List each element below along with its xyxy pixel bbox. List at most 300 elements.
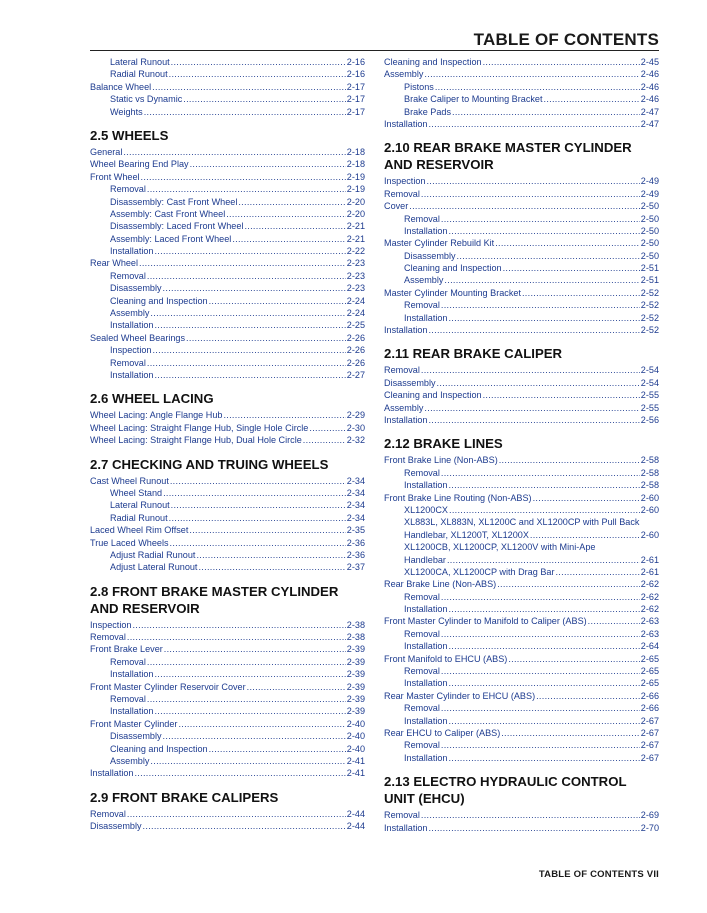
toc-page-number: 2-21	[346, 233, 365, 244]
toc-left-column	[90, 56, 365, 833]
toc-entry[interactable]	[90, 422, 365, 434]
toc-entry-title: Installation	[384, 822, 428, 833]
toc-subentry[interactable]	[384, 479, 659, 491]
dot-leader	[536, 690, 640, 702]
toc-page-number: 2-58	[640, 467, 659, 478]
toc-page-number: 2-67	[640, 727, 659, 738]
dot-leader	[303, 434, 346, 446]
toc-subentry[interactable]	[90, 549, 365, 561]
dot-leader	[190, 158, 346, 170]
toc-entry-title: Rear EHCU to Caliper (ABS)	[384, 727, 501, 738]
dot-leader	[530, 529, 640, 541]
page-title: TABLE OF CONTENTS	[473, 30, 659, 49]
dot-leader	[441, 467, 640, 479]
toc-entry[interactable]	[90, 524, 365, 536]
toc-entry-title: Assembly: Laced Front Wheel	[110, 233, 232, 244]
toc-subentry[interactable]	[90, 68, 365, 80]
dot-leader	[495, 237, 640, 249]
toc-entry[interactable]	[90, 820, 365, 832]
toc-page-number: 2-34	[346, 500, 365, 511]
toc-entry[interactable]	[90, 631, 365, 643]
dot-leader	[144, 106, 346, 118]
toc-entry-title: Removal	[110, 694, 146, 705]
dot-leader	[448, 752, 639, 764]
toc-page-number: 2-39	[346, 694, 365, 705]
toc-subentry[interactable]	[384, 739, 659, 751]
toc-page-number: 2-18	[346, 159, 365, 170]
dot-leader	[150, 307, 345, 319]
dot-leader	[183, 93, 346, 105]
toc-entry[interactable]	[384, 653, 659, 665]
toc-entry-title: Cleaning and Inspection	[110, 743, 208, 754]
toc-subentry[interactable]	[384, 603, 659, 615]
dot-leader	[309, 422, 345, 434]
dot-leader	[164, 643, 346, 655]
dot-leader	[154, 668, 345, 680]
toc-page-number: 2-39	[346, 644, 365, 655]
dot-leader	[163, 730, 346, 742]
toc-entry-title: General	[90, 146, 123, 157]
toc-entry[interactable]	[90, 808, 365, 820]
toc-entry-title: Removal	[384, 810, 420, 821]
toc-page-number: 2-61	[640, 566, 659, 577]
dot-leader	[555, 566, 639, 578]
toc-entry-title: Rear Brake Line (Non-ABS)	[384, 579, 497, 590]
toc-page-number: 2-46	[640, 94, 659, 105]
toc-entry-title: Wheel Lacing: Angle Flange Hub	[90, 410, 223, 421]
toc-subentry[interactable]	[90, 730, 365, 742]
toc-subentry[interactable]	[384, 467, 659, 479]
toc-subentry[interactable]	[384, 93, 659, 105]
toc-entry-title: Disassembly	[90, 821, 142, 832]
dot-leader	[447, 554, 640, 566]
toc-entry-title: Installation	[404, 480, 448, 491]
toc-page-number: 2-65	[640, 653, 659, 664]
toc-page-number: 2-49	[640, 176, 659, 187]
toc-entry-title: Removal	[90, 632, 126, 643]
dot-leader	[154, 245, 345, 257]
toc-entry-title: Cleaning and Inspection	[110, 295, 208, 306]
dot-leader	[198, 561, 345, 573]
toc-entry[interactable]	[90, 409, 365, 421]
toc-entry-title: XL1200CB, XL1200CP, XL1200V with Mini-Ape	[404, 542, 596, 553]
toc-subentry[interactable]	[384, 299, 659, 311]
toc-entry-title: Disassembly	[404, 250, 456, 261]
toc-page-number: 2-69	[640, 810, 659, 821]
toc-entry-title: Rear Wheel	[90, 258, 139, 269]
toc-page-number: 2-50	[640, 238, 659, 249]
toc-entry-title: Wheel Bearing End Play	[90, 159, 189, 170]
dot-leader	[428, 118, 639, 130]
toc-subentry[interactable]	[90, 369, 365, 381]
toc-subentry[interactable]	[384, 504, 659, 516]
dot-leader	[448, 312, 639, 324]
toc-page-number: 2-23	[346, 283, 365, 294]
toc-entry-title: Master Cylinder Mounting Bracket	[384, 287, 521, 298]
toc-entry-title: Cast Wheel Runout	[90, 475, 169, 486]
toc-subentry[interactable]	[384, 628, 659, 640]
toc-entry[interactable]	[90, 475, 365, 487]
toc-subentry[interactable]	[90, 196, 365, 208]
toc-page-number: 2-25	[346, 320, 365, 331]
toc-entry-title: Removal	[110, 270, 146, 281]
toc-subentry[interactable]	[384, 715, 659, 727]
toc-page-number: 2-58	[640, 480, 659, 491]
toc-entry-title: Cleaning and Inspection	[384, 57, 482, 67]
toc-page-number: 2-19	[346, 171, 365, 182]
toc-entry[interactable]	[90, 434, 365, 446]
toc-entry-title: Installation	[404, 604, 448, 615]
toc-subentry[interactable]	[90, 233, 365, 245]
dot-leader	[448, 225, 639, 237]
toc-entry[interactable]	[384, 809, 659, 821]
toc-page-number: 2-39	[346, 669, 365, 680]
dot-leader	[163, 282, 346, 294]
toc-right-column	[384, 56, 659, 834]
toc-entry-title: Installation	[110, 246, 154, 257]
toc-entry[interactable]	[384, 578, 659, 590]
toc-entry[interactable]	[90, 146, 365, 158]
toc-page-number: 2-65	[640, 666, 659, 677]
toc-entry-title: Front Master Cylinder	[90, 718, 178, 729]
toc-entry[interactable]	[90, 171, 365, 183]
toc-page-number: 2-64	[640, 641, 659, 652]
toc-page-number: 2-44	[346, 821, 365, 832]
toc-entry-title: Front Brake Lever	[90, 644, 163, 655]
toc-subentry[interactable]	[90, 295, 365, 307]
toc-page-number: 2-63	[640, 616, 659, 627]
section-heading: 2.5 WHEELS	[90, 127, 169, 143]
toc-page-number: 2-56	[640, 414, 659, 425]
toc-entry[interactable]	[90, 718, 365, 730]
toc-page-number: 2-34	[346, 475, 365, 486]
toc-entry-title: Front Master Cylinder Reservoir Cover	[90, 681, 246, 692]
toc-entry-title: Disassembly	[384, 377, 436, 388]
toc-subentry[interactable]	[384, 677, 659, 689]
toc-entry[interactable]	[384, 237, 659, 249]
toc-subentry[interactable]	[90, 561, 365, 573]
toc-subentry[interactable]	[90, 245, 365, 257]
toc-subentry[interactable]	[384, 312, 659, 324]
toc-entry-title: XL1200CA, XL1200CP with Drag Bar	[404, 566, 555, 577]
toc-entry[interactable]	[384, 324, 659, 336]
toc-entry[interactable]	[384, 175, 659, 187]
dot-leader	[501, 727, 640, 739]
toc-entry[interactable]	[90, 537, 365, 549]
dot-leader	[441, 628, 640, 640]
toc-subentry[interactable]	[90, 357, 365, 369]
toc-entry-title: Installation	[404, 225, 448, 236]
dot-leader	[178, 718, 345, 730]
section-heading: 2.12 BRAKE LINES	[384, 436, 503, 452]
dot-leader	[449, 504, 640, 516]
toc-page-number: 2-51	[640, 263, 659, 274]
toc-page-number: 2-52	[640, 300, 659, 311]
toc-entry-title: True Laced Wheels	[90, 537, 169, 548]
toc-page-number: 2-41	[346, 768, 365, 779]
toc-subentry[interactable]	[384, 213, 659, 225]
toc-page-number: 2-32	[346, 435, 365, 446]
toc-subentry[interactable]	[384, 702, 659, 714]
toc-entry-title: Assembly: Cast Front Wheel	[110, 208, 226, 219]
toc-entry-title: Handlebar, XL1200T, XL1200X	[404, 529, 529, 540]
toc-entry[interactable]	[90, 619, 365, 631]
toc-entry-title: Wheel Stand	[110, 487, 163, 498]
dot-leader	[441, 591, 640, 603]
dot-leader	[163, 487, 346, 499]
toc-entry[interactable]	[384, 377, 659, 389]
toc-entry-title: Removal	[404, 703, 440, 714]
dot-leader	[154, 705, 345, 717]
toc-entry[interactable]	[90, 643, 365, 655]
toc-subentry[interactable]	[90, 270, 365, 282]
toc-entry[interactable]	[384, 492, 659, 504]
toc-subentry[interactable]	[90, 487, 365, 499]
toc-entry-title: XL883L, XL883N, XL1200C and XL1200CP with Pull Back	[404, 517, 640, 528]
toc-page-number: 2-55	[640, 390, 659, 401]
toc-entry-title: Installation	[404, 715, 448, 726]
toc-entry[interactable]	[90, 332, 365, 344]
toc-subentry[interactable]	[90, 282, 365, 294]
dot-leader	[424, 402, 639, 414]
toc-page-number: 2-54	[640, 365, 659, 376]
dot-leader	[428, 414, 639, 426]
toc-page-number: 2-62	[640, 604, 659, 615]
toc-page-number: 2-34	[346, 512, 365, 523]
toc-subentry[interactable]	[90, 705, 365, 717]
toc-subentry[interactable]	[384, 225, 659, 237]
toc-entry-title: Front Wheel	[90, 171, 140, 182]
toc-subentry[interactable]	[384, 262, 659, 274]
toc-page-number: 2-66	[640, 690, 659, 701]
toc-entry[interactable]	[384, 389, 659, 401]
dot-leader	[147, 656, 346, 668]
toc-page-number: 2-22	[346, 246, 365, 257]
dot-leader	[522, 287, 640, 299]
toc-subentry[interactable]	[90, 512, 365, 524]
toc-entry[interactable]	[384, 56, 659, 68]
toc-page-number: 2-60	[640, 492, 659, 503]
toc-entry-title: Disassembly	[110, 731, 162, 742]
toc-entry[interactable]	[384, 118, 659, 130]
toc-subentry[interactable]	[384, 81, 659, 93]
dot-leader	[409, 200, 640, 212]
toc-page-number: 2-44	[346, 808, 365, 819]
toc-page-number: 2-38	[346, 632, 365, 643]
toc-subentry[interactable]	[384, 566, 659, 578]
toc-entry[interactable]	[384, 200, 659, 212]
toc-page-number: 2-27	[346, 369, 365, 380]
toc-page-number: 2-47	[640, 106, 659, 117]
toc-page-number: 2-70	[640, 822, 659, 833]
toc-entry[interactable]	[384, 402, 659, 414]
toc-page-number: 2-18	[346, 146, 365, 157]
toc-page-number: 2-50	[640, 213, 659, 224]
dot-leader	[223, 409, 345, 421]
dot-leader	[457, 250, 640, 262]
toc-page-number: 2-63	[640, 628, 659, 639]
toc-subentry[interactable]	[90, 106, 365, 118]
toc-subentry[interactable]	[90, 755, 365, 767]
toc-subentry[interactable]	[384, 106, 659, 118]
toc-subentry[interactable]	[90, 668, 365, 680]
toc-entry[interactable]	[90, 81, 365, 93]
toc-subentry[interactable]	[384, 591, 659, 603]
dot-leader	[448, 479, 639, 491]
toc-subentry[interactable]	[90, 693, 365, 705]
toc-page-number: 2-41	[346, 755, 365, 766]
toc-entry-title: Cleaning and Inspection	[384, 390, 482, 401]
section-heading: 2.13 ELECTRO HYDRAULIC CONTROL UNIT (EHCU)	[384, 774, 627, 807]
toc-subentry[interactable]	[90, 220, 365, 232]
toc-page-number: 2-16	[346, 57, 365, 67]
toc-page-number: 2-21	[346, 221, 365, 232]
toc-page-number: 2-67	[640, 740, 659, 751]
dot-leader	[147, 357, 346, 369]
toc-page-number: 2-52	[640, 325, 659, 336]
dot-leader	[141, 171, 346, 183]
toc-entry[interactable]	[384, 615, 659, 627]
toc-entry-title: Assembly	[110, 308, 150, 319]
toc-page-number: 2-20	[346, 208, 365, 219]
toc-subentry[interactable]	[90, 183, 365, 195]
toc-entry-title: Removal	[90, 808, 126, 819]
toc-entry[interactable]	[384, 68, 659, 80]
toc-page-number: 2-52	[640, 287, 659, 298]
toc-entry-title: Radial Runout	[110, 512, 168, 523]
dot-leader	[533, 492, 640, 504]
toc-entry[interactable]	[384, 454, 659, 466]
toc-page-number: 2-37	[346, 562, 365, 573]
toc-entry-title: Lateral Runout	[110, 500, 170, 511]
toc-subentry[interactable]	[384, 640, 659, 652]
toc-entry-title: Pistons	[404, 81, 434, 92]
toc-entry[interactable]	[384, 690, 659, 702]
toc-entry-title: Front Brake Line (Non-ABS)	[384, 455, 498, 466]
toc-entry-title: Inspection	[110, 345, 152, 356]
toc-page-number: 2-26	[346, 345, 365, 356]
toc-subentry[interactable]	[90, 307, 365, 319]
toc-entry-title: Assembly	[384, 402, 424, 413]
toc-entry-title: Installation	[404, 752, 448, 763]
toc-page-number: 2-62	[640, 579, 659, 590]
toc-page-number: 2-65	[640, 678, 659, 689]
toc-subentry[interactable]	[384, 250, 659, 262]
dot-leader	[244, 220, 345, 232]
toc-page-number: 2-49	[640, 188, 659, 199]
toc-entry-title: Weights	[110, 106, 143, 117]
toc-entry-title: Removal	[404, 591, 440, 602]
toc-subentry[interactable]	[384, 554, 659, 566]
toc-page-number: 2-36	[346, 537, 365, 548]
toc-subentry[interactable]	[90, 743, 365, 755]
toc-entry-title: Front Manifold to EHCU (ABS)	[384, 653, 508, 664]
dot-leader	[588, 615, 640, 627]
dot-leader	[452, 106, 640, 118]
toc-entry-title: Master Cylinder Rebuild Kit	[384, 238, 495, 249]
toc-subentry[interactable]	[90, 499, 365, 511]
toc-entry[interactable]	[384, 727, 659, 739]
toc-page-number: 2-35	[346, 525, 365, 536]
toc-entry[interactable]	[90, 257, 365, 269]
dot-leader	[448, 603, 639, 615]
toc-entry-title: Removal	[110, 656, 146, 667]
dot-leader	[483, 389, 640, 401]
toc-page-number: 2-61	[640, 554, 659, 565]
toc-subentry[interactable]	[384, 516, 659, 528]
toc-entry[interactable]	[90, 158, 365, 170]
toc-entry-title: Installation	[404, 312, 448, 323]
toc-page-number: 2-16	[346, 69, 365, 80]
toc-entry-title: Assembly	[384, 69, 424, 80]
section-heading: 2.6 WHEEL LACING	[90, 391, 214, 407]
toc-page-number: 2-26	[346, 332, 365, 343]
toc-subentry[interactable]	[90, 344, 365, 356]
toc-page-number: 2-36	[346, 549, 365, 560]
toc-page-number: 2-24	[346, 295, 365, 306]
toc-entry[interactable]	[384, 414, 659, 426]
toc-subentry[interactable]	[90, 319, 365, 331]
toc-entry[interactable]	[384, 188, 659, 200]
dot-leader	[421, 809, 640, 821]
toc-entry[interactable]	[384, 287, 659, 299]
dot-leader	[134, 767, 345, 779]
toc-entry-title: Installation	[384, 414, 428, 425]
toc-page-number: 2-46	[640, 69, 659, 80]
toc-entry-title: Disassembly: Cast Front Wheel	[110, 196, 238, 207]
toc-entry[interactable]	[90, 767, 365, 779]
toc-subentry[interactable]	[384, 752, 659, 764]
toc-page-number: 2-62	[640, 591, 659, 602]
toc-entry-title: Removal	[384, 365, 420, 376]
toc-entry-title: Removal	[404, 213, 440, 224]
dot-leader	[169, 68, 346, 80]
toc-subentry[interactable]	[384, 274, 659, 286]
dot-leader	[123, 146, 345, 158]
toc-entry-title: Balance Wheel	[90, 81, 152, 92]
toc-page-number: 2-46	[640, 81, 659, 92]
toc-subentry[interactable]	[384, 541, 659, 553]
dot-leader	[441, 299, 640, 311]
toc-page-number: 2-24	[346, 308, 365, 319]
dot-leader	[448, 677, 639, 689]
toc-entry[interactable]	[384, 822, 659, 834]
toc-subentry[interactable]	[90, 56, 365, 68]
toc-subentry[interactable]	[384, 665, 659, 677]
dot-leader	[132, 619, 345, 631]
toc-entry-title: Adjust Lateral Runout	[110, 562, 198, 573]
toc-entry-title: Removal	[404, 628, 440, 639]
toc-page-number: 2-51	[640, 275, 659, 286]
toc-page-number: 2-39	[346, 681, 365, 692]
toc-page-number: 2-60	[640, 529, 659, 540]
toc-entry[interactable]	[90, 681, 365, 693]
toc-page-number: 2-40	[346, 731, 365, 742]
toc-entry-title: Removal	[384, 188, 420, 199]
dot-leader	[448, 715, 639, 727]
toc-entry[interactable]	[384, 364, 659, 376]
toc-page-number: 2-45	[640, 57, 659, 67]
toc-entry-title: Disassembly	[110, 283, 162, 294]
toc-entry-title: Installation	[110, 669, 154, 680]
toc-entry-title: Cleaning and Inspection	[404, 263, 502, 274]
toc-subentry[interactable]	[384, 529, 659, 541]
toc-subentry[interactable]	[90, 208, 365, 220]
toc-subentry[interactable]	[90, 93, 365, 105]
dot-leader	[171, 56, 346, 68]
toc-subentry[interactable]	[90, 656, 365, 668]
toc-entry-title: Removal	[404, 467, 440, 478]
